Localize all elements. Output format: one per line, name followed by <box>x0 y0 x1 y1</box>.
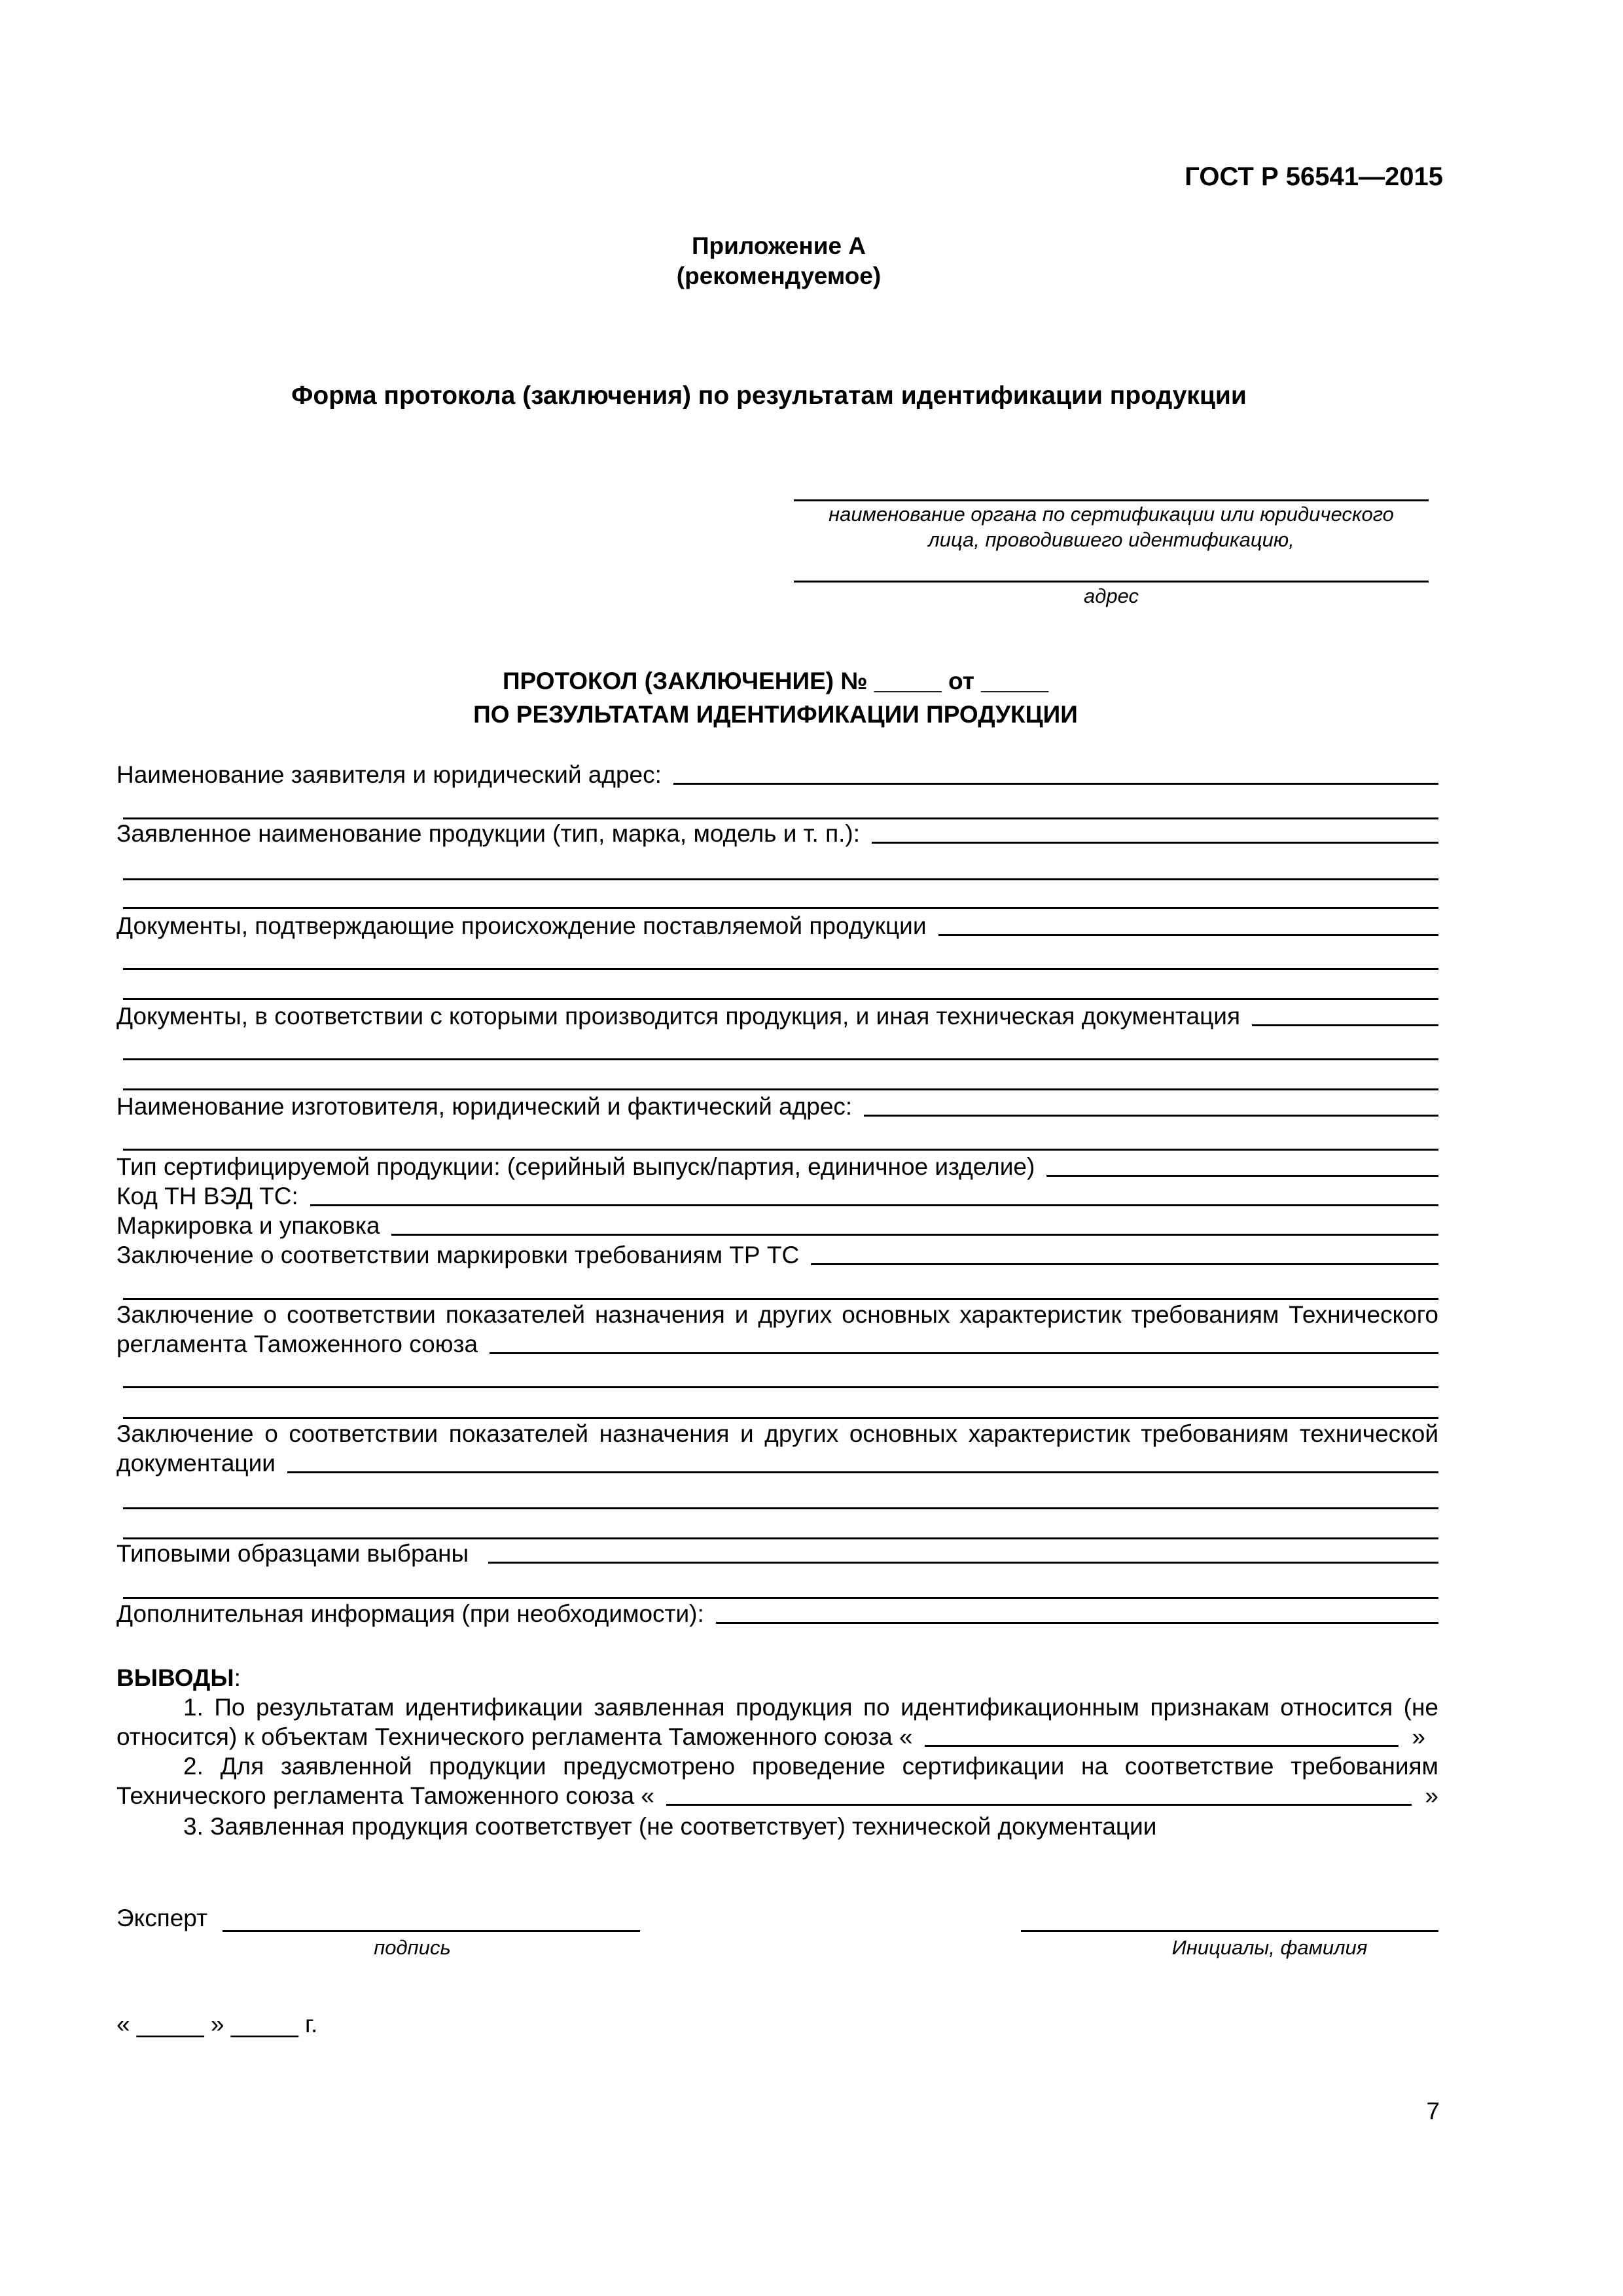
marking-field[interactable] <box>116 1212 1438 1240</box>
tr-conclusion-field[interactable] <box>116 1331 1438 1358</box>
samples-label: Типовыми образцами выбраны <box>116 1540 469 1567</box>
samples-extra-line[interactable] <box>123 1597 1438 1599</box>
appendix-title: Приложение А <box>691 232 866 259</box>
signature-caption: подпись <box>374 1936 451 1959</box>
hs-code-input-line[interactable] <box>310 1204 1438 1206</box>
manufacturer-label: Наименование изготовителя, юридический и фактический адрес: <box>116 1093 853 1120</box>
applicant-extra-line[interactable] <box>123 817 1438 819</box>
product-type-label: Тип сертифицируемой продукции: (серийный выпуск/партия, единичное изделие) <box>116 1153 1035 1180</box>
origin-docs-field[interactable] <box>116 912 1438 940</box>
additional-info-label: Дополнительная информация (при необходимости): <box>116 1600 704 1627</box>
address-caption: адрес <box>1083 584 1139 607</box>
tr-conclusion-extra-line-1[interactable] <box>123 1386 1438 1388</box>
tech-conclusion-extra-line-2[interactable] <box>123 1537 1438 1539</box>
marking-input-line[interactable] <box>391 1234 1438 1236</box>
samples-field[interactable] <box>116 1540 1438 1568</box>
conclusions-heading-colon: : <box>234 1664 241 1691</box>
production-docs-extra-line-2[interactable] <box>123 1088 1438 1090</box>
org-caption-line1: наименование органа по сертификации или юридического <box>829 503 1394 526</box>
origin-docs-extra-line-1[interactable] <box>123 968 1438 970</box>
conclusion-item3: 3. Заявленная продукция соответствует (не соответствует) технической документации <box>183 1813 1157 1840</box>
date-line[interactable]: « _____ » _____ г. <box>116 2011 318 2037</box>
manufacturer-extra-line[interactable] <box>123 1149 1438 1151</box>
org-caption-line2: лица, проводившего идентификацию, <box>928 528 1294 551</box>
conclusion-item1-line1: 1. По результатам идентификации заявленная продукция по идентификационным признакам относится (не <box>183 1694 1438 1721</box>
production-docs-field[interactable] <box>116 1003 1438 1030</box>
signature-line[interactable] <box>223 1930 640 1932</box>
conclusion-item1-close: » <box>1412 1723 1425 1750</box>
expert-label: Эксперт <box>116 1905 208 1931</box>
applicant-input-line[interactable] <box>673 783 1438 785</box>
org-name-line[interactable] <box>794 499 1429 501</box>
product-type-field[interactable] <box>116 1153 1438 1181</box>
manufacturer-field[interactable] <box>116 1093 1438 1121</box>
production-docs-label: Документы, в соответствии с которыми производится продукция, и иная техническая документация <box>116 1003 1241 1030</box>
conclusions-heading-text: ВЫВОДЫ <box>116 1664 234 1691</box>
page-number: 7 <box>1426 2098 1440 2125</box>
address-line[interactable] <box>794 581 1429 583</box>
marking-conclusion-extra-line[interactable] <box>123 1298 1438 1300</box>
marking-conclusion-field[interactable] <box>116 1242 1438 1269</box>
tech-conclusion-field[interactable] <box>116 1450 1438 1477</box>
tech-conclusion-line1: Заключение о соответствии показателей назначения и других основных характеристик требованиям технической <box>116 1420 1438 1447</box>
tr-conclusion-extra-line-2[interactable] <box>123 1417 1438 1419</box>
origin-docs-input-line[interactable] <box>938 934 1438 936</box>
protocol-title: ПРОТОКОЛ (ЗАКЛЮЧЕНИЕ) № _____ от _____ <box>502 668 1049 694</box>
conclusion-item2-line1: 2. Для заявленной продукции предусмотрено проведение сертификации на соответствие требованиям <box>183 1753 1438 1780</box>
conclusion-item2-field[interactable] <box>116 1782 1438 1810</box>
marking-label: Маркировка и упаковка <box>116 1212 380 1239</box>
name-caption: Инициалы, фамилия <box>1171 1936 1368 1959</box>
protocol-subtitle: ПО РЕЗУЛЬТАТАМ ИДЕНТИФИКАЦИИ ПРОДУКЦИИ <box>473 701 1078 728</box>
name-line[interactable] <box>1021 1930 1438 1932</box>
applicant-label: Наименование заявителя и юридический адрес: <box>116 761 662 788</box>
form-title: Форма протокола (заключения) по результатам идентификации продукции <box>291 382 1247 410</box>
product-name-extra-line-2[interactable] <box>123 907 1438 909</box>
conclusion-item1-line2: относится) к объектам Технического регламента Таможенного союза « <box>116 1723 913 1750</box>
manufacturer-input-line[interactable] <box>864 1115 1438 1117</box>
appendix-note: (рекомендуемое) <box>676 262 882 289</box>
additional-info-field[interactable] <box>116 1600 1438 1628</box>
product-name-input-line[interactable] <box>872 842 1438 844</box>
tech-conclusion-extra-line-1[interactable] <box>123 1507 1438 1509</box>
conclusion-item2-input-line[interactable] <box>666 1804 1412 1806</box>
product-name-field[interactable] <box>116 820 1438 848</box>
document-number: ГОСТ Р 56541—2015 <box>1185 162 1443 191</box>
origin-docs-extra-line-2[interactable] <box>123 998 1438 1000</box>
conclusion-item1-input-line[interactable] <box>925 1745 1399 1747</box>
conclusion-item2-line2: Технического регламента Таможенного союза « <box>116 1782 654 1809</box>
product-type-input-line[interactable] <box>1046 1175 1438 1177</box>
origin-docs-label: Документы, подтверждающие происхождение поставляемой продукции <box>116 912 927 939</box>
tech-conclusion-label: документации <box>116 1450 276 1477</box>
hs-code-field[interactable] <box>116 1183 1438 1210</box>
conclusions-heading <box>116 1664 241 1692</box>
tr-conclusion-label: регламента Таможенного союза <box>116 1331 478 1357</box>
applicant-field[interactable] <box>116 761 1438 789</box>
product-name-label: Заявленное наименование продукции (тип, марка, модель и т. п.): <box>116 820 860 847</box>
additional-info-input-line[interactable] <box>716 1622 1438 1624</box>
production-docs-extra-line-1[interactable] <box>123 1058 1438 1060</box>
hs-code-label: Код ТН ВЭД ТС: <box>116 1183 298 1210</box>
production-docs-input-line[interactable] <box>1252 1024 1438 1026</box>
conclusion-item1-field[interactable] <box>116 1723 1425 1751</box>
tech-conclusion-input-line[interactable] <box>287 1471 1438 1473</box>
tr-conclusion-input-line[interactable] <box>490 1352 1438 1354</box>
product-name-extra-line-1[interactable] <box>123 878 1438 880</box>
tr-conclusion-line1: Заключение о соответствии показателей назначения и других основных характеристик требованиям Технического <box>116 1301 1438 1328</box>
samples-input-line[interactable] <box>488 1562 1438 1564</box>
conclusion-item2-close: » <box>1425 1782 1438 1809</box>
marking-conclusion-label: Заключение о соответствии маркировки требованиям ТР ТС <box>116 1242 800 1268</box>
marking-conclusion-input-line[interactable] <box>811 1263 1438 1265</box>
